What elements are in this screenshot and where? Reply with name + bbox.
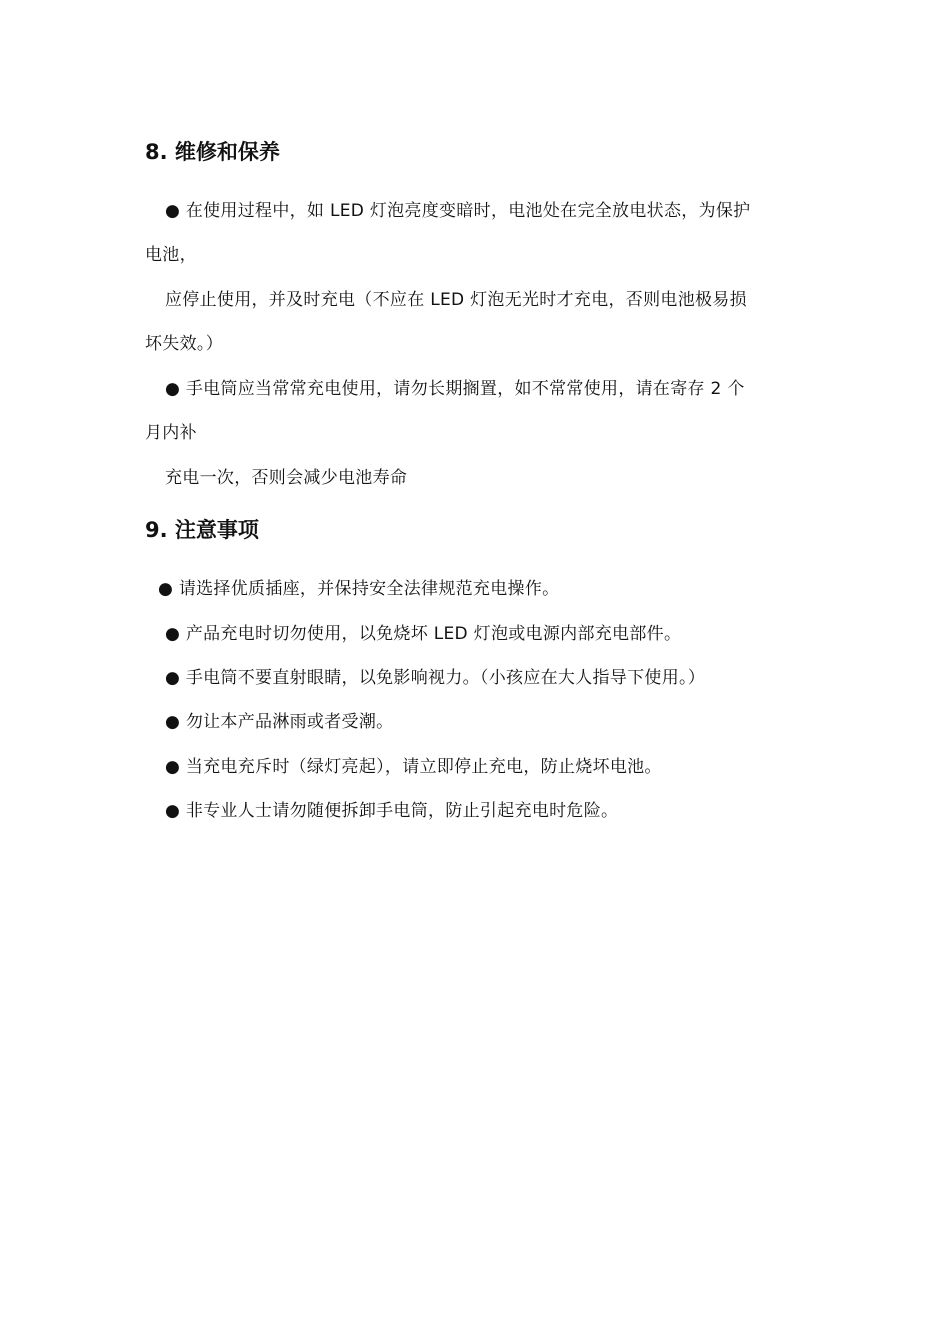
section-9-line: ● 请选择优质插座，并保持安全法律规范充电操作。 <box>158 579 560 599</box>
section-8-line: 充电一次，否则会减少电池寿命 <box>165 468 408 488</box>
section-8-line: 电池， <box>145 245 197 265</box>
section-8-line: 应停止使用，并及时充电（不应在 LED 灯泡无光时才充电，否则电池极易损 <box>165 290 747 310</box>
section-9-heading: 9. 注意事项 <box>145 518 259 542</box>
section-8-line: 月内补 <box>145 423 197 443</box>
section-8-line: ● 在使用过程中，如 LED 灯泡亮度变暗时，电池处在完全放电状态，为保护 <box>165 201 751 221</box>
section-9-line: ● 勿让本产品淋雨或者受潮。 <box>165 712 394 732</box>
section-9-line: ● 非专业人士请勿随便拆卸手电筒，防止引起充电时危险。 <box>165 801 619 821</box>
section-8-line: ● 手电筒应当常常充电使用，请勿长期搁置，如不常常使用，请在寄存 2 个 <box>165 379 745 399</box>
section-9-line: ● 产品充电时切勿使用，以免烧坏 LED 灯泡或电源内部充电部件。 <box>165 624 682 644</box>
section-9-line: ● 当充电充斥时（绿灯亮起），请立即停止充电，防止烧坏电池。 <box>165 757 662 777</box>
section-8-line: 坏失效。） <box>145 334 223 354</box>
section-8-heading: 8. 维修和保养 <box>145 140 280 164</box>
section-9-line: ● 手电筒不要直射眼睛，以免影响视力。（小孩应在大人指导下使用。） <box>165 668 706 688</box>
